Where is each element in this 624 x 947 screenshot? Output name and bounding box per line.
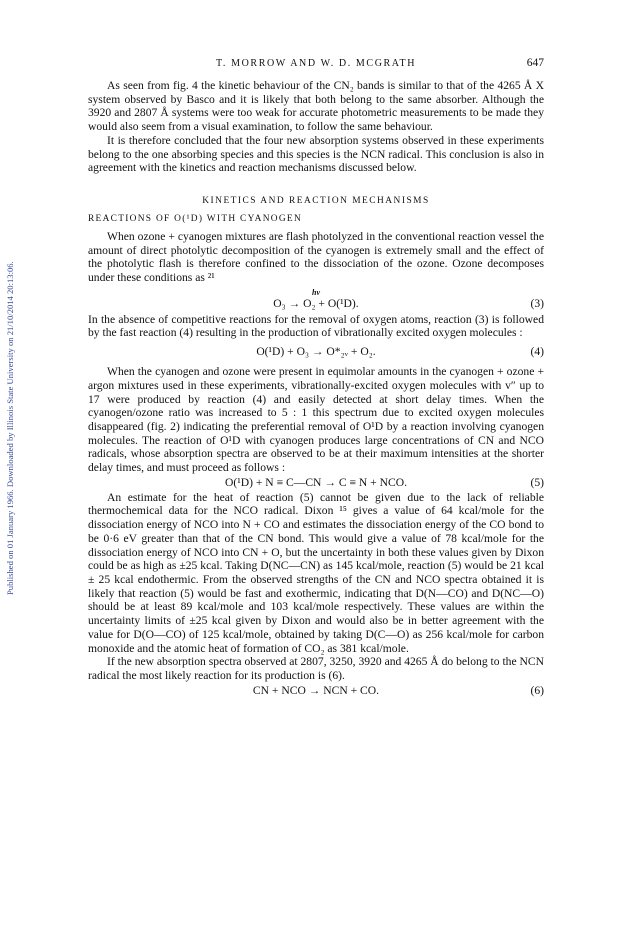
equation-5-text: O(¹D) + N ≡ C—CN → C ≡ N + NCO.	[225, 475, 407, 489]
subsection-heading: REACTIONS OF O(¹D) WITH CYANOGEN	[88, 213, 303, 224]
equation-3-photon-label: hν	[312, 287, 320, 297]
equation-4-text: O(¹D) + O₃ → O*₂ᵥ + O₂.	[256, 345, 376, 359]
page-number: 647	[526, 57, 544, 69]
paragraph-ncn-production: If the new absorption spectra observed at 2807, 3250, 3920 and 4265 Å do belong to the NCN radical the most likely reaction for its production is (6).	[88, 655, 544, 682]
equation-6-number: (6)	[530, 683, 544, 697]
equation-4	[88, 345, 544, 359]
equation-6-text: CN + NCO → NCN + CO.	[252, 683, 380, 697]
equation-4-number: (4)	[530, 345, 544, 359]
section-heading: KINETICS AND REACTION MECHANISMS	[202, 195, 430, 206]
running-authors: T. MORROW AND W. D. MCGRATH	[215, 58, 417, 69]
download-watermark	[3, 140, 19, 740]
equation-5-number: (5)	[530, 475, 544, 489]
paragraph-equimolar-mixtures: When the cyanogen and ozone were present in equimolar amounts in the cyanogen + ozone + argon mixtures used in these experiments, vibrationally-excited oxygen molecules with v″ up to 17 were produced by reaction (4) and easily detected at short delay times. When the cyanogen/ozone ratio was increased to 5 : 1 this spectrum due to excited oxygen molecules disappeared (fig. 2) indicating the preferential removal of O¹D by a reaction involving cyanogen molecules. The reaction of O¹D with cyanogen produces large concentrations of CN and NCO radicals, whose absorption spectra are observed to be at their maximum intensities at the shorter delay times, and must proceed as follows :	[88, 365, 544, 475]
equation-5	[88, 476, 544, 490]
paragraph-ozone-photolysis: When ozone + cyanogen mixtures are flash photolyzed in the conventional reaction vessel the amount of direct photolytic decomposition of the cyanogen is extremely small and the effect of the photolytic flash is therefore confined to the dissociation of the ozone. Ozone decomposes under these conditions as ²¹	[88, 229, 544, 285]
equation-3-number: (3)	[530, 296, 544, 310]
equation-3-text: O₃ → O₂ + O(¹D).	[273, 296, 359, 310]
article-body	[88, 79, 544, 698]
equation-6	[88, 684, 544, 698]
running-header	[88, 58, 544, 74]
download-watermark-text: Published on 01 January 1966. Downloaded by Illinois State University on 21/10/2014 20:13:06.	[5, 261, 15, 595]
paragraph-competitive-reactions: In the absence of competitive reactions for the removal of oxygen atoms, reaction (3) is followed by the fast reaction (4) resulting in the production of vibrationally excited oxygen molecules :	[88, 312, 544, 340]
paragraph-heat-of-reaction: An estimate for the heat of reaction (5) cannot be given due to the lack of reliable thermochemical data for the NCO radical. Dixon ¹⁵ gives a value of 64 kcal/mole for the dissociation energy of NCO into N + CO and estimates the dissociation energy of the CO bond to be 0·6 eV greater than that of the CN bond. This would give a value of 78 kcal/mole for the dissociation energy of NCO into CN + O, but the uncertainty in both these values given by Dixon could be as high as ±25 kcal. Taking D(NC—CN) as 145 kcal/mole, reaction (5) would be 21 kcal ± 25 kcal endothermic. From the observed strengths of the CN and NCO spectra obtained it is likely that reaction (5) would be fast and exothermic, indicating that D(N—CO) and D(NC—O) should be at least 89 kcal/mole and 103 kcal/mole respectively. These values are within the uncertainty limits of ±25 kcal given by Dixon and would also be in better agreement with the value for D(O—CO) of 125 kcal/mole, obtained by taking D(C—O) as 256 kcal/mole for carbon monoxide and the atomic heat of formation of CO₂ as 381 kcal/mole.	[88, 490, 544, 655]
equation-3	[88, 287, 544, 311]
paragraph-conclusion: It is therefore concluded that the four new absorption systems observed in these experiments belong to the one absorbing species and this species is the NCN radical. This conclusion is also in agreement with the kinetics and reaction mechanisms discussed below.	[88, 133, 544, 175]
paragraph-cn2-kinetics: As seen from fig. 4 the kinetic behaviour of the CN₂ bands is similar to that of the 4265 Å X system observed by Basco and it is likely that both belong to the same absorber. Although the 3920 and 2807 Å systems were too weak for accurate photometric measurements to be made they would also seem from a visual examination, to follow the same behaviour.	[88, 79, 544, 134]
